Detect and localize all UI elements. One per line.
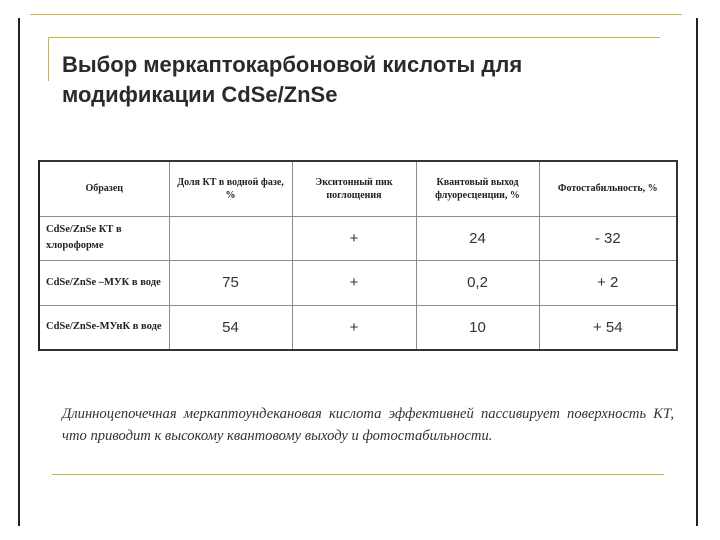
cell-share — [169, 216, 292, 261]
table-row — [39, 216, 677, 261]
header-share: Доля КТ в водной фазе, % — [169, 161, 292, 216]
cell-share: 75 — [169, 261, 292, 306]
frame-right-bar — [696, 18, 698, 526]
frame-bottom-line — [52, 474, 664, 475]
cell-sample: CdSe/ZnSe –МУК в воде — [39, 261, 169, 306]
title-left-line — [48, 37, 49, 81]
cell-share: 54 — [169, 305, 292, 350]
cell-peak: + — [292, 261, 416, 306]
cell-peak: + — [292, 305, 416, 350]
cell-yield: 10 — [416, 305, 539, 350]
cell-stability: - 32 — [539, 216, 677, 261]
title-top-line — [48, 37, 660, 38]
header-sample: Образец — [39, 161, 169, 216]
table-row — [39, 261, 677, 306]
results-table — [38, 160, 678, 351]
cell-peak: + — [292, 216, 416, 261]
frame-top-line — [30, 14, 682, 15]
cell-sample: CdSe/ZnSe КТ в хлороформе — [39, 216, 169, 261]
cell-yield: 0,2 — [416, 261, 539, 306]
cell-stability: + 2 — [539, 261, 677, 306]
header-stability: Фотостабильность, % — [539, 161, 677, 216]
header-yield: Квантовый выход флуоресценции, % — [416, 161, 539, 216]
cell-sample: CdSe/ZnSe-МУнК в воде — [39, 305, 169, 350]
table-row — [39, 305, 677, 350]
frame-left-bar — [18, 18, 20, 526]
slide-title: Выбор меркаптокарбоновой кислоты для модификации CdSe/ZnSe — [62, 52, 523, 107]
cell-yield: 24 — [416, 216, 539, 261]
header-peak: Экситонный пик поглощения — [292, 161, 416, 216]
table-header-row — [39, 161, 677, 216]
cell-stability: + 54 — [539, 305, 677, 350]
conclusion-text: Длинноцепочечная меркаптоундекановая кислота эффективней пассивирует поверхность КТ, что приводит к высокому квантовому выходу и фотостабильности. — [62, 406, 674, 444]
